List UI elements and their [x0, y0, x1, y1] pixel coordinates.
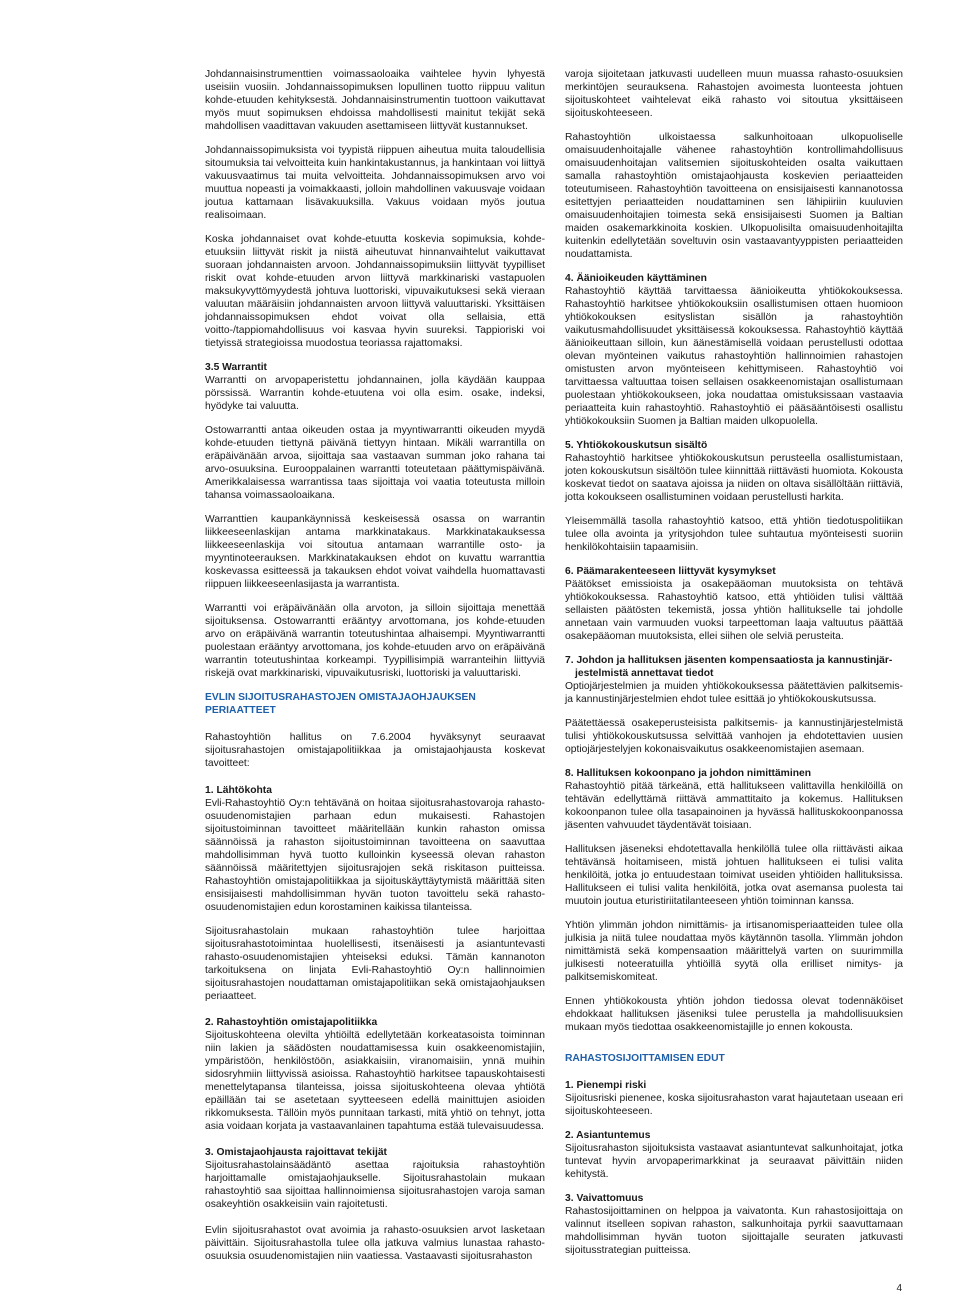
section-text: Evli-Rahastoyhtiö Oy:n tehtävänä on hoitaa sijoitusrahastovaroja rahasto-osuudenomistajien parhaan edun mukaisesti. Rahastojen sijoitustoiminnan tavoitteet määritellään kunkin rahaston omissa säännöissä ja rahaston sijoitustoiminnan tavoitteena on saavuttaa mahdollisimman hyvä tuotto kulloinkin kyseessä olevan rahaston säännöissä määritettyjen sijoitusrajojen sekä riskitason puitteissa. Rahastoyhtiön omistajapolitiikkaa ja sijoituskäyttäytymistä määrittää siten ensisijaisesti mahdollisimman hyvän tuoton tavoittelu sekä rahasto-osuudenomistajien edun korostaminen kaikissa tilanteissa.	[205, 798, 545, 913]
section-aanioikeus	[565, 272, 903, 428]
chapter-heading: RAHASTOSIJOITTAMISEN EDUT	[565, 1053, 725, 1064]
section-heading: 3. Vaivattomuus	[565, 1193, 644, 1204]
benefit-pienempi-riski	[565, 1079, 903, 1118]
right-column	[565, 68, 903, 1268]
paragraph: Ostowarrantti antaa oikeuden ostaa ja myyntiwarrantti oikeuden myydä kohde-etuuden tiettynä päivänä tiettyyn hintaan. Mikäli warrantilla on eräpäivänään arvoa, sijoittaja saa vastaavan summan joko rahana tai arvo-osuuksina. Eurooppalainen warrantti toteutetaan päättymispäivänä. Amerikkalaisessa warrantissa taas sijoittaja voi vaatia toteutusta milloin tahansa voimassaoloaikana.	[205, 425, 545, 501]
paragraph: Warranttien kaupankäynnissä keskeisessä osassa on warrantin liikkeeseenlaskijan antama markkinatakaus. Markkinatakauksessa liikkeeseenlaskija voi sitoutua antamaan warrantille osto- ja myyntinoteerauksen. Markkinatakauksen ehdot on kuvattu warranttia koskevassa esitteessä ja takauksen ehdot voivat vaihdella huomattavasti riippuen liikkeeseenlasijasta ja warrantista.	[205, 514, 545, 590]
paragraph: Yhtiön ylimmän johdon nimittämis- ja irtisanomisperiaatteiden tulee olla julkisia ja niitä tulee noudattaa myös käytännön tasolla. Ylimmän johdon nimittämistä sekä kompensaation määrittelyä varten on suurimmilla julkisesti noteeratuilla yhtiöillä syytä olla erilliset nimitys- ja palkitsemiskomiteat.	[565, 920, 903, 983]
paragraph: Sijoitusrahastolain mukaan rahastoyhtiön tulee harjoittaa sijoitusrahastotoimintaa huolellisesti, itsenäisesti ja asiantuntevasti rahasto-osuudenomistajien yhteiseksi eduksi. Tämän kannanoton tarkoituksena on linjata Evli-Rahastoyhtiö Oy:n hallinnoimien sijoitusrahastojen noudattaman omistajapolitiikan sekä omistajaohjauksen periaatteet.	[205, 926, 545, 1002]
section-heading: 4. Äänioikeuden käyttäminen	[565, 273, 707, 284]
section-text: Rahastoyhtiö harkitsee yhtiökokouskutsun perusteella osallistumistaan, joten kokouskutsun sisältöön tulee kiinnittää riittävästi huomiota. Kokousta koskevat tiedot on saatava ajoissa ja niiden on oltava sisällöltään riittäviä, jotta kokoukseen osallistuminen voidaan perustellusti harkita.	[565, 453, 903, 503]
section-paaomarakenne	[565, 565, 903, 643]
section-text: Rahastosijoittaminen on helppoa ja vaivatonta. Kun rahastosijoittaja on valinnut itselleen sopivan rahaston, salkunhoitaja pyrkii saavuttamaan mahdollisimman hyvän tuoton sijoittajalle seuraten jatkuvasti sijoitusstrategian puitteissa.	[565, 1206, 903, 1256]
paragraph: Ennen yhtiökokousta yhtiön johdon tiedossa olevat todennäköiset ehdokkaat hallituksen jäseniksi tulee perustella ja mahdollisuuksien mukaan myös tiedottaa osakkeenomistajille jo ennen kokousta.	[565, 996, 903, 1033]
section-heading: 8. Hallituksen kokoonpano ja johdon nimittäminen	[565, 768, 812, 779]
paragraph: Rahastoyhtiön hallitus on 7.6.2004 hyväksynyt seuraavat sijoitusrahastojen omistajapolitiikkaa ja omistajaohjausta koskevat tavoitteet:	[205, 732, 545, 769]
benefit-vaivattomuus	[565, 1192, 903, 1257]
benefit-asiantuntemus	[565, 1129, 903, 1181]
paragraph: Johdannaissopimuksista voi tyypistä riippuen aiheutua muita taloudellisia sitoumuksia tai velvoitteita kuin hankintakustannus, ja hankintaan voi liittyä vakuusvaatimus tai muita velvoitteita. Johdannaissopimuksen arvo voi muuttua nopeasti ja voimakkaasti, jolloin mahdollinen vakuusvaje voidaan joutua kattamaan lisävakuuksilla. Vakuus voidaan myös joutua realisoimaan.	[205, 145, 545, 221]
section-kompensaatio	[565, 654, 903, 706]
section-text: Warrantti on arvopaperistettu johdannainen, jolla käydään kauppaa pörssissä. Warrantin kohde-etuutena voi olla esim. osake, indeksi, hyödyke tai valuutta.	[205, 375, 545, 412]
paragraph: Johdannaisinstrumenttien voimassaoloaika vaihtelee hyvin lyhyestä useisiin vuosiin. Johdannaissopimuksen lopullinen tuotto riippuu valitun kohde-etuuden kehityksestä. Johdannaisinstrumentin tuottoon vaikuttavat myös muut sopimuksen ehdoissa mahdollisesti mainitut tekijät sekä mahdollisen vaadittavan vakuuden asettamiseen liittyvät kustannukset.	[205, 69, 545, 132]
section-text: Sijoitusriski pienenee, koska sijoitusrahaston varat hajautetaan useaan eri sijoituskohteeseen.	[565, 1093, 903, 1117]
paragraph: Evlin sijoitusrahastot ovat avoimia ja rahasto-osuuksien arvot lasketaan päivittäin. Sijoitusrahastolla tulee olla jatkuva valmius lunastaa rahasto-osuuksia osuudenomistajien niin vaatiessa. Vastaavasti sijoitusrahaston	[205, 1225, 545, 1262]
paragraph: Päätettäessä osakeperusteisista palkitsemis- ja kannustinjärjestelmistä tulisi yhtiökokouskutsussa selvittää vanhojen ja ehdotettavien uusien optiojärjestelyjen kokonaisvaikutus osakkeenomistajien asemaan.	[565, 718, 903, 755]
chapter-heading: EVLIN SIJOITUSRAHASTOJEN OMISTAJAOHJAUKSEN PERIAATTEET	[205, 692, 476, 716]
section-text: Sijoituskohteena olevilta yhtiöiltä edellytetään korkeatasoista toiminnan niin lakien ja säädösten noudattamisessa kuin osakkeenomistajiin, ympäristöön, henkilöstöön, asiakkaisiin, viranomaisiin, ynnä muihin sidosryhmiin liittyvissä asioissa. Rahastoyhtiö harkitsee tapauskohtaisesti menettelytapansa tilanteissa, joissa sijoituskohteena olevaa yhtiötä epäillään tai se asetetaan syytteeseen edellä mainittujen asioiden rikkomuksesta. Tällöin myös punnitaan tarkasti, mitä yhtiö on tehnyt, jotta asia voidaan korjata ja vastaavanlainen tapahtuma estää tulevaisuudessa.	[205, 1030, 545, 1132]
paragraph: Koska johdannaiset ovat kohde-etuutta koskevia sopimuksia, kohde-etuuksiin liittyvät riskit ja niistä aiheutuvat hinnanvaihtelut vaikuttavat suoraan johdannaisten arvoon. Johdannaissopimuksiin liittyvät tyypilliset riskit ovat kohde-etuuden arvon liittyvä markkinariski vastapuolen maksukyvyttömyydestä johtuva luottoriski, vipuvaikutuksesi sekä vieraan valuutan määräisiin johdannaisten arvoon liittyvä valuuttariski. Yksittäisen johdannaissopimuksen ehdot voivat olla sellaisia, että voitto-/tappiomahdollisuus voi kasvaa hyvin suureksi. Tappioriski voi tietyissä strategioissa muodostua teoriassa rajattomaksi.	[205, 234, 545, 349]
section-heading: 5. Yhtiökokouskutsun sisältö	[565, 440, 708, 451]
section-heading-line2: jestelmistä annettavat tiedot	[575, 668, 714, 679]
section-text: Sijoitusrahastolainsäädäntö asettaa rajoituksia rahastoyhtiön harjoittamalle omistajaohjaukselle. Sijoitusrahastolain mukaan rahastoyhtiö saa sijoittaa hallinnoimiensa sijoitusrahastojen varoja saman osakeyhtiön osakkeisiin vain rajoitetusti.	[205, 1160, 545, 1210]
section-lahtokohta	[205, 784, 545, 914]
paragraph: Hallituksen jäseneksi ehdotettavalla henkilöllä tulee olla riittävästi aikaa tehtävänsä hoitamiseen, mistä johtuen hallitukseen ei tulisi valita henkilöitä, jotka jo entuudestaan toimivat useiden yhtiöiden hallituksissa. Hallitukseen ei tulisi valita henkilöitä, jotka ovat asemansa puolesta tai muutoin joutua eturistiriitatilanteeseen yhtiön toiminnan kanssa.	[565, 844, 903, 907]
paragraph: Yleisemmällä tasolla rahastoyhtiö katsoo, että yhtiön tiedotuspolitiikan tulee olla avointa ja yritysjohdon tulee suhtautua myönteisesti suoriin henkilökohtaisiin tapaamisiin.	[565, 516, 903, 553]
section-hallitus	[565, 767, 903, 832]
section-heading: 1. Lähtökohta	[205, 785, 272, 796]
section-text: Rahastoyhtiö pitää tärkeänä, että hallitukseen valittavilla henkilöillä on tehtävän edellyttämä riittävä ammattitaito ja kokemus. Hallituksen kokoonpanon tulee olla tasapainoinen ja hyvässä hallituskokoonpanossa jäsenten vahvuudet täydentävät toisiaan.	[565, 781, 903, 831]
section-heading-line1: 7. Johdon ja hallituksen jäsenten kompensaatiosta ja kannustinjär-	[565, 655, 893, 666]
paragraph: varoja sijoitetaan jatkuvasti uudelleen muun muassa rahasto-osuuksien merkintöjen seurauksena. Rahastojen avoimesta luonteesta johtuen sijoituskohteet vaihtelevat eikä rahasto voi sitoutua yksittäiseen sijoituskohteeseen.	[565, 69, 903, 119]
paragraph: Rahastoyhtiön ulkoistaessa salkunhoitoaan ulkopuoliselle omaisuudenhoitajalle vähenee rahastoyhtiön kontrollimahdollisuus omaisuudenhoitajan valitsemien sijoituskohteiden osalta vaikuttaen samalla rahastoyhtiön omistajaohjausta koskevien periaatteiden toteutumiseen. Rahastoyhtiön tavoitteena on ensisijaisesti kannanotossa esitettyjen periaatteiden noudattaminen sen lähipiiriin kuuluvien omaisuudenhoitajien toimesta sekä ensisijaisesti Suomen ja Baltian maiden osakemarkkinoita koskien. Ulkopuolisilta omaisuudenhoitajilta kuitenkin edellytetään soveltuvin osin vastaavantyyppisten periaatteiden noudattamista.	[565, 132, 903, 260]
section-text: Rahastoyhtiö käyttää tarvittaessa äänioikeutta yhtiökokouksessa. Rahastoyhtiö harkitsee yhtiökokouksiin osallistumisen ottaen huomioon yhtiökokouksen esityslistan sisällön ja rahastoyhtiön vaikutusmahdollisuudet yksittäisessä kokouksessa. Rahastoyhtiö käyttää äänioikeuttaan silloin, kun äänestämisellä voidaan perustellusti odottaa olevan myönteinen vaikutus rahastoyhtiön hallinnoimien rahastojen omistusten arvon myönteiseen kehittymiseen. Rahastoyhtiö voi tarvittaessa valtuuttaa toisen sellaisen osakkeenomistajan osallistumaan puolestaan yhtiökokoukseen, joka noudattaa omistuksissaan vastaavia periaatteita kuin rahastoyhtiö. Rahastoyhtiö ei pääsääntöisesti osallistu yhtiökokouksiin Suomen ja Baltian maiden ulkopuolella.	[565, 286, 903, 427]
page-number: 4	[896, 1283, 902, 1294]
paragraph: Warrantti voi eräpäivänään olla arvoton, ja silloin sijoittaja menettää sijoituksensa. Ostowarrantti erääntyy arvottomana, jos kohde-etuuden arvo on eräpäivänä warrantin toteutushintaa alhaisempi. Myyntiwarrantti puolestaan erääntyy arvottomana, jos kohde-etuuden arvo on eräpäivänä warrantin toteutushintaa korkeampi. Tyypillisimpiä warranteihin liittyviä riskejä ovat markkinariski, vipuvaikutusriski, luottoriski ja valuuttariski.	[205, 603, 545, 679]
section-heading: 3.5 Warrantit	[205, 362, 267, 373]
left-column	[205, 68, 545, 1274]
section-heading: 2. Asiantuntemus	[565, 1130, 651, 1141]
section-heading: 3. Omistajaohjausta rajoittavat tekijät	[205, 1147, 387, 1158]
section-text: Päätökset emissioista ja osakepääoman muutoksista on tehtävä yhtiökokouksessa. Rahastoyhtiö katsoo, että yhtiöiden tulisi välttää sellaisten päätösten tekemistä, jossa yhtiön hallitukselle tai johdolle annetaan vain varmuuden vuoksi tarpeettoman laaja valtuutus päättää osakepääoman muutoksista, ellei siihen ole selviä perusteita.	[565, 579, 903, 642]
section-heading: 1. Pienempi riski	[565, 1080, 647, 1091]
section-heading: 6. Päämarakenteeseen liittyvät kysymykset	[565, 566, 776, 577]
section-heading: 2. Rahastoyhtiön omistajapolitiikka	[205, 1017, 378, 1028]
section-text: Optiojärjestelmien ja muiden yhtiökokouksessa päätettävien palkitsemis- ja kannustinjärjestelmien ehdot tulee esittää jo yhtiökokouskutsussa.	[565, 681, 903, 705]
section-rajoittavat-tekijat	[205, 1146, 545, 1211]
section-yhtiokokouskutsu	[565, 439, 903, 504]
section-warrantit	[205, 361, 545, 413]
section-text: Sijoitusrahaston sijoituksista vastaavat asiantuntevat salkunhoitajat, jotka tuntevat hyvin arvopaperimarkkinat ja seuraavat päivittäin niiden kehitystä.	[565, 1143, 903, 1180]
section-omistajapolitiikka	[205, 1016, 545, 1133]
